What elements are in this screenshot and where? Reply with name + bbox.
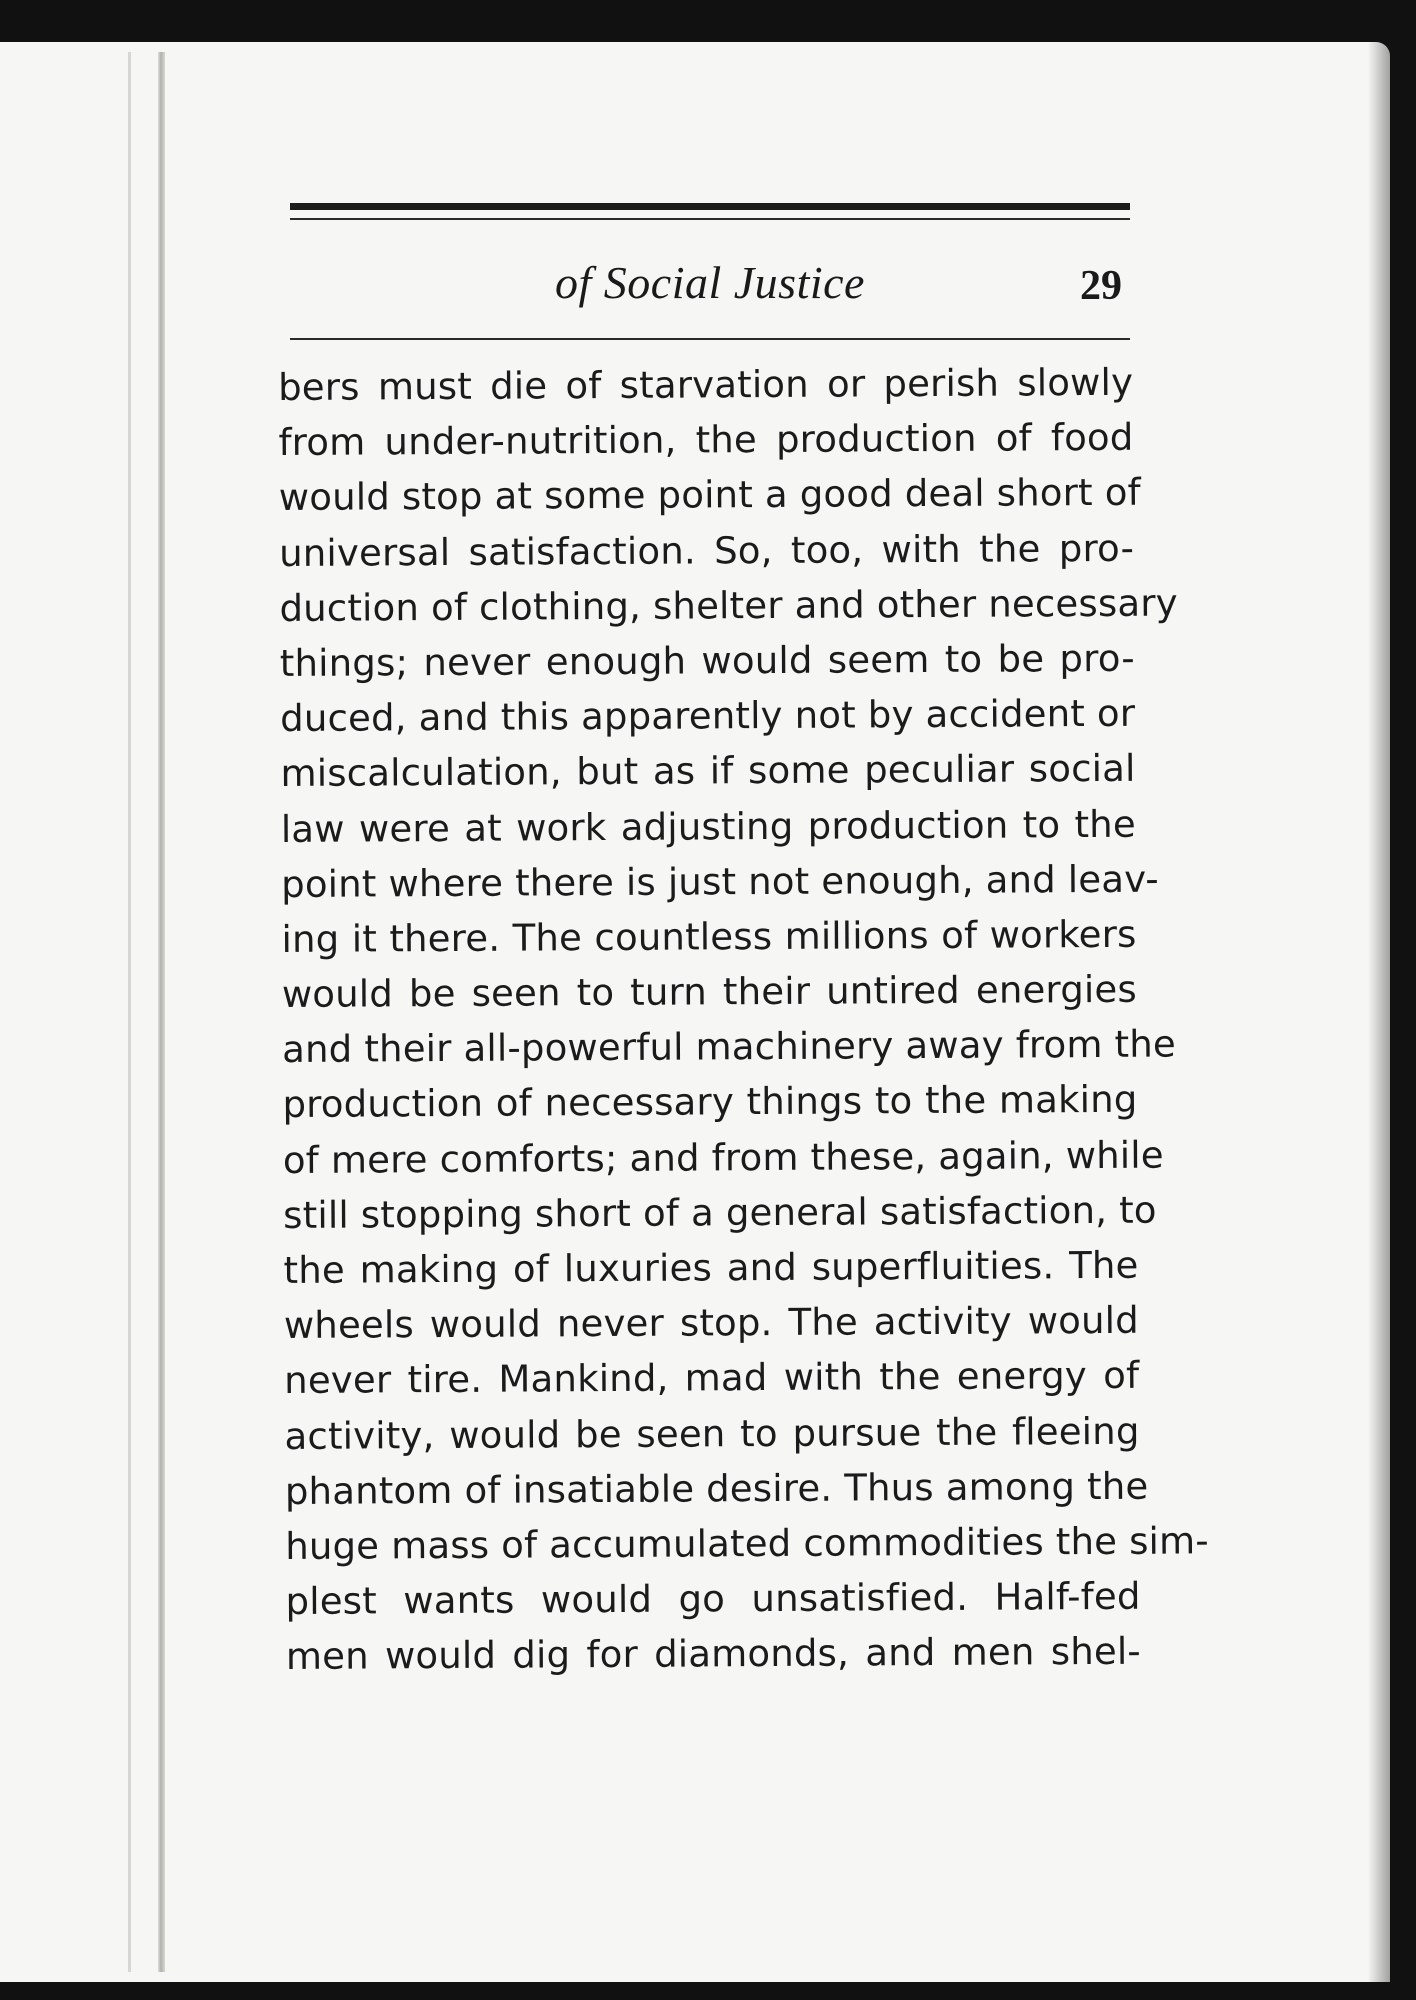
- text-line: point where there is just not enough, and leav-: [281, 857, 1159, 906]
- text-line: wheels would never stop. The activity would: [283, 1298, 1140, 1348]
- text-line: things; never enough would seem to be pro-: [279, 636, 1135, 685]
- text-line: never tire. Mankind, mad with the energy of: [284, 1354, 1140, 1403]
- gutter-shadow: [128, 52, 131, 1972]
- running-head: [290, 240, 1130, 330]
- text-line: still stopping short of a general satisfaction, to: [283, 1188, 1157, 1237]
- running-title: of Social Justice: [555, 257, 865, 308]
- text-line: plest wants would go unsatisfied. Half-fed: [285, 1574, 1141, 1624]
- header-rule-thin: [290, 218, 1130, 220]
- header-rule-bottom: [290, 338, 1130, 340]
- text-line: would be seen to turn their untired energies: [281, 967, 1137, 1017]
- text-line: men would dig for diamonds, and men shel-: [285, 1630, 1142, 1679]
- page-number: 29: [1080, 263, 1122, 309]
- text-line: miscalculation, but as if some peculiar social: [280, 747, 1136, 796]
- header-rule-thick: [290, 203, 1130, 210]
- text-line: law were at work adjusting production to the: [280, 802, 1136, 851]
- text-line: from under-nutrition, the production of food: [278, 415, 1134, 465]
- text-line: duction of clothing, shelter and other necessary: [279, 581, 1178, 630]
- page-edge-shadow: [1368, 42, 1390, 1982]
- text-line: ing it there. The countless millions of workers: [281, 912, 1137, 961]
- text-line: huge mass of accumulated commodities the sim-: [285, 1519, 1210, 1568]
- text-line: the making of luxuries and superfluities. The: [283, 1243, 1139, 1292]
- binding-gutter: [158, 52, 165, 1972]
- text-line: and their all-powerful machinery away from the: [282, 1022, 1177, 1072]
- text-line: phantom of insatiable desire. Thus among the: [284, 1464, 1149, 1513]
- text-line: activity, would be seen to pursue the fleeing: [284, 1409, 1140, 1458]
- text-line: would stop at some point a good deal short of: [278, 471, 1141, 520]
- text-line: production of necessary things to the making: [282, 1078, 1138, 1127]
- text-line: duced, and this apparently not by accident or: [280, 691, 1136, 741]
- text-line: of mere comforts; and from these, again, while: [282, 1133, 1164, 1182]
- body-text: [278, 355, 1210, 1685]
- text-line: universal satisfaction. So, too, with the pro-: [279, 526, 1135, 575]
- text-line: bers must die of starvation or perish slowly: [278, 360, 1134, 409]
